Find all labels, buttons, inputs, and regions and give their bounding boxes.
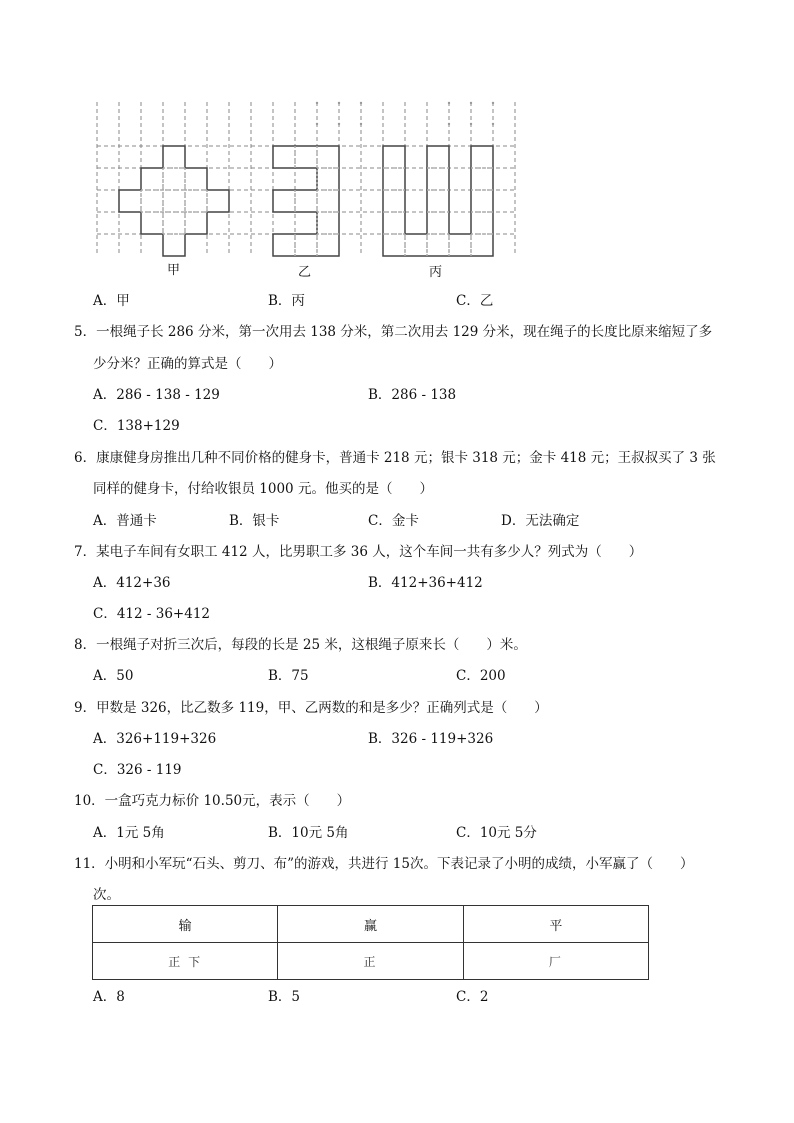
table-row <box>93 943 649 980</box>
q10-stem: 10．一盒巧克力标价 10.50元，表示（ ） <box>74 793 351 809</box>
figure-label-yi: 乙 <box>298 265 312 280</box>
q11-stem-line1: 11．小明和小军玩“石头、剪刀、布”的游戏，共进行 15次。下表记录了小明的成绩，小军赢了（ ） <box>74 856 694 872</box>
q11-option-a[interactable]: A．8 <box>93 989 125 1005</box>
q7-option-c[interactable]: C．412 - 36+412 <box>93 606 210 622</box>
q6-option-c[interactable]: C．金卡 <box>368 513 419 529</box>
tally-lose: 正 下 <box>168 954 203 969</box>
q9-option-b[interactable]: B．326 - 119+326 <box>368 731 494 747</box>
q8-option-b[interactable]: B．75 <box>268 668 309 684</box>
q5-option-b[interactable]: B．286 - 138 <box>368 387 457 403</box>
figure-label-bing: 丙 <box>429 265 443 280</box>
q4-option-c[interactable]: C．乙 <box>456 293 494 309</box>
shapes-grid-figure <box>0 0 794 290</box>
table-header-draw: 平 <box>463 906 648 943</box>
q7-option-a[interactable]: A．412+36 <box>93 575 171 591</box>
figure-label-jia: 甲 <box>167 263 181 278</box>
q10-option-b[interactable]: B．10元 5角 <box>268 825 349 841</box>
q9-option-a[interactable]: A．326+119+326 <box>93 731 217 747</box>
tally-win: 正 <box>363 954 378 969</box>
table-header-lose: 输 <box>93 906 278 943</box>
q6-stem-line1: 6．康康健身房推出几种不同价格的健身卡，普通卡 218 元；银卡 318 元；金卡 418 元；王叔叔买了 3 张 <box>74 450 716 466</box>
q11-stem-line2: 次。 <box>93 887 120 903</box>
q4-option-a[interactable]: A．甲 <box>93 293 130 309</box>
q8-option-a[interactable]: A．50 <box>93 668 134 684</box>
q5-stem-line1: 5．一根绳子长 286 分米，第一次用去 138 分米，第二次用去 129 分米，现在绳子的长度比原来缩短了多 <box>74 324 713 340</box>
q8-stem: 8．一根绳子对折三次后，每段的长是 25 米，这根绳子原来长（ ）米。 <box>74 637 527 653</box>
q6-stem-line2: 同样的健身卡，付给收银员 1000 元。他买的是（ ） <box>93 481 433 497</box>
tally-draw: 厂 <box>548 954 563 969</box>
q11-option-c[interactable]: C．2 <box>456 989 489 1005</box>
q5-option-c[interactable]: C．138+129 <box>93 418 180 434</box>
q11-option-b[interactable]: B．5 <box>268 989 301 1005</box>
q5-option-a[interactable]: A．286 - 138 - 129 <box>93 387 220 403</box>
q10-option-a[interactable]: A．1元 5角 <box>93 825 165 841</box>
q5-stem-line2: 少分米？正确的算式是（ ） <box>93 356 282 372</box>
q8-option-c[interactable]: C．200 <box>456 668 506 684</box>
q6-option-a[interactable]: A．普通卡 <box>93 513 157 529</box>
q9-stem: 9．甲数是 326，比乙数多 119，甲、乙两数的和是多少？正确列式是（ ） <box>74 700 548 716</box>
q7-stem: 7．某电子车间有女职工 412 人，比男职工多 36 人，这个车间一共有多少人？列式为（ ） <box>74 544 643 560</box>
q10-option-c[interactable]: C．10元 5分 <box>456 825 537 841</box>
q7-option-b[interactable]: B．412+36+412 <box>368 575 483 591</box>
q6-option-d[interactable]: D．无法确定 <box>501 513 580 529</box>
table-header-row <box>93 906 649 943</box>
q9-option-c[interactable]: C．326 - 119 <box>93 762 182 778</box>
table-header-win: 赢 <box>278 906 463 943</box>
q11-result-table <box>92 905 649 980</box>
q6-option-b[interactable]: B．银卡 <box>229 513 280 529</box>
q4-option-b[interactable]: B．丙 <box>268 293 305 309</box>
